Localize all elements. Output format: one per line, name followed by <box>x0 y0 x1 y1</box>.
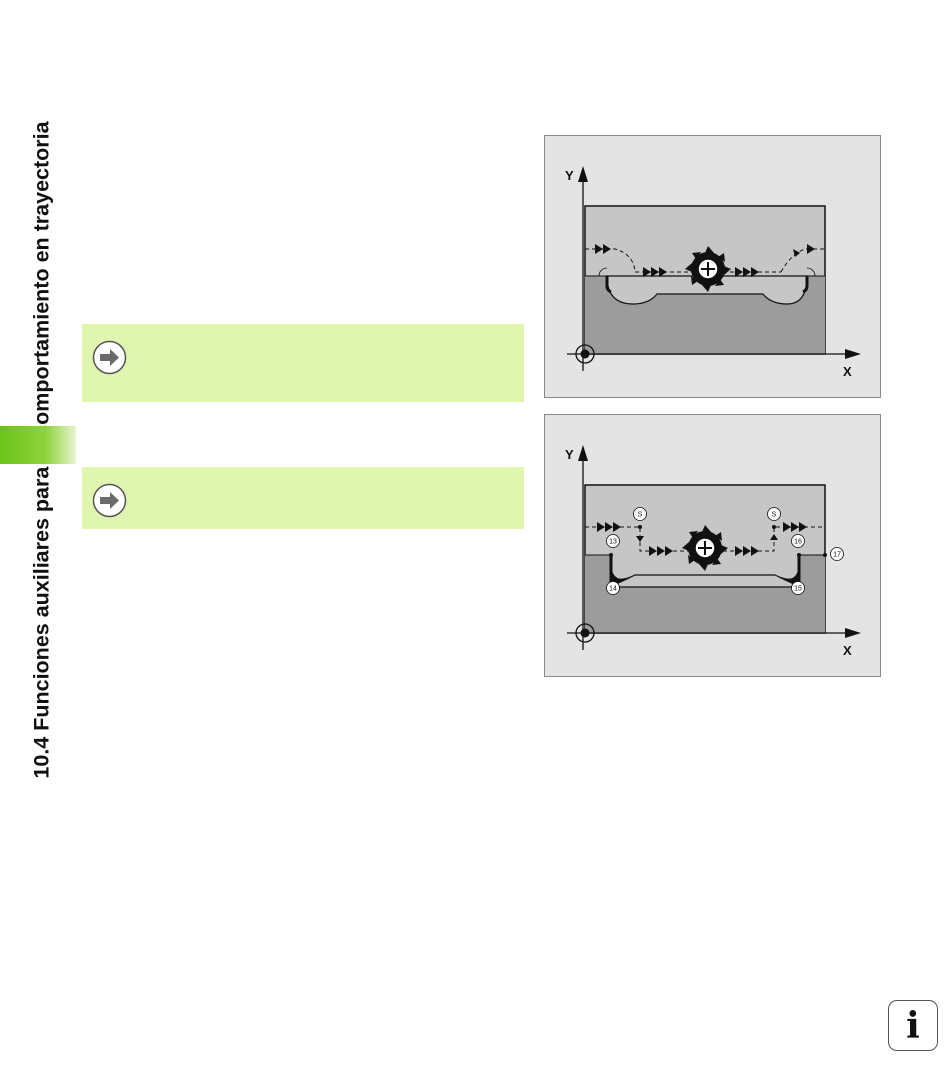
point-13-label: 13 <box>609 538 617 546</box>
y-axis-label: Y <box>565 168 574 183</box>
point-14-label: 14 <box>609 585 617 593</box>
info-icon: i <box>906 1005 920 1047</box>
y-axis-label: Y <box>565 447 574 462</box>
note-box-1 <box>82 324 524 402</box>
arrow-right-icon <box>92 483 127 518</box>
start-point-label: S <box>637 511 643 519</box>
point-15-label: 15 <box>794 585 802 593</box>
point-16-label: 16 <box>794 538 802 546</box>
x-axis-label: X <box>843 643 852 658</box>
info-button[interactable] <box>888 1000 938 1051</box>
point-17-label: 17 <box>833 551 841 559</box>
figure-contour-m98-top <box>544 135 881 398</box>
figure-contour-m98-points <box>544 414 881 677</box>
x-axis-label: X <box>843 364 852 379</box>
chapter-tab-marker <box>0 426 76 464</box>
note-box-2 <box>82 467 524 529</box>
arrow-right-icon <box>92 340 127 375</box>
start-point-label: S <box>771 511 777 519</box>
